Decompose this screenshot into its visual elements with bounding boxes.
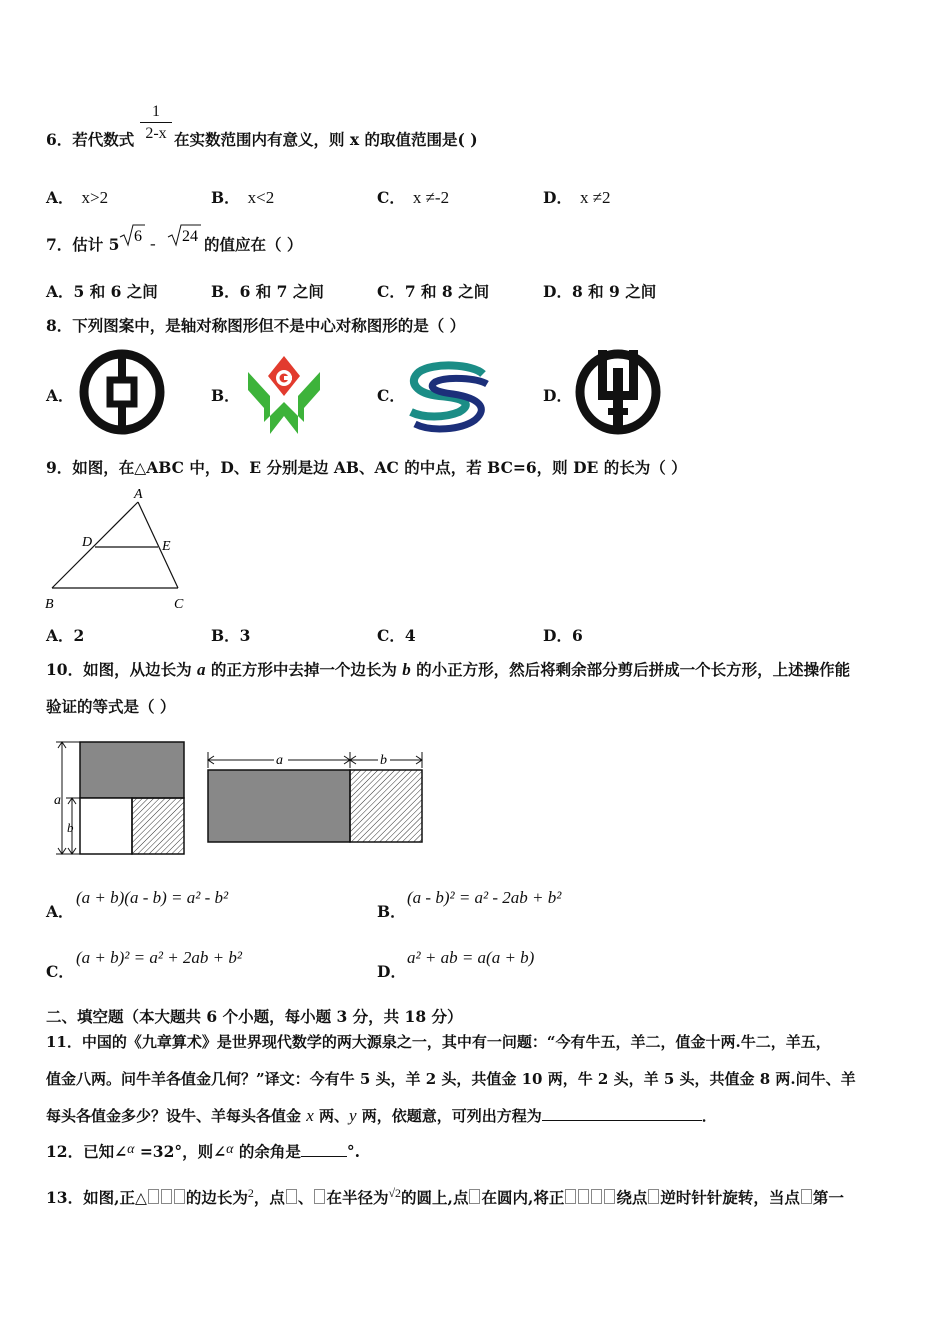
q9-option-c[interactable]: C．4 (377, 626, 416, 645)
q7-option-a[interactable]: A．5 和 6 之间 (46, 282, 158, 301)
q7-option-b[interactable]: B．6 和 7 之间 (211, 282, 324, 301)
q9-label-c: C (174, 597, 184, 612)
q6-prefix: 6．若代数式 (46, 130, 135, 149)
q10-option-b[interactable]: B． (377, 902, 406, 921)
q9-label-b: B (45, 597, 54, 612)
q8-option-d[interactable]: D． (543, 386, 572, 405)
q7-stem: 7．估计 5 (46, 235, 120, 254)
industrial-commercial-bank-logo (572, 346, 664, 438)
q7-radical-2 (166, 222, 202, 248)
q8-option-a[interactable]: A． (46, 386, 74, 405)
q10-line2: 验证的等式是（ ） (46, 697, 176, 716)
q10-fig1-label-b: b (67, 820, 74, 835)
q10-fig1-label-a: a (54, 793, 61, 808)
q10-line1: 10．如图，从边长为 a 的正方形中去掉一个边长为 b 的小正方形，然后将剩余部分剪后拼成一个长方形，上述操作能 (46, 660, 851, 679)
agricultural-bank-logo (240, 352, 328, 436)
q6-stem (46, 128, 134, 150)
q10-fig2-label-b: b (380, 753, 387, 768)
q7-radical-1 (118, 222, 146, 248)
q6-option-d[interactable]: D． x ≠2 (543, 188, 611, 207)
q10-fig2-label-a: a (276, 753, 283, 768)
q7-rad1-text: 6 (134, 228, 142, 245)
q10-option-b-formula: (a - b)² = a² - 2ab + b² (407, 888, 562, 907)
q11-line1: 11．中国的《九章算术》是世界现代数学的两大源泉之一，其中有一问题：“今有牛五，羊二，值金十两.牛二，羊五， (46, 1033, 831, 1051)
q9-option-b[interactable]: B．3 (211, 626, 251, 645)
q9-stem: 9．如图，在△ABC 中，D、E 分别是边 AB、AC 的中点，若 BC=6，则 DE 的长为（ ） (46, 458, 687, 477)
q10-option-c-formula: (a + b)² = a² + 2ab + b² (76, 948, 242, 967)
q9-option-d[interactable]: D．6 (543, 626, 583, 645)
q7-suffix: 的值应在（ ） (204, 235, 303, 254)
q10-square-figure (48, 734, 190, 860)
q7-option-d[interactable]: D．8 和 9 之间 (543, 282, 657, 301)
q9-label-a: A (134, 487, 143, 502)
q8-option-b[interactable]: B． (211, 386, 240, 405)
q10-option-d-formula: a² + ab = a(a + b) (407, 948, 535, 967)
q11-line2: 值金八两。问牛羊各值金几何？”译文：今有牛 5 头，羊 2 头，共值金 10 两，牛 2 头，羊 5 头，共值金 8 两.问牛、羊 (46, 1070, 856, 1088)
q6-fraction (140, 102, 172, 145)
q9-label-d: D (82, 535, 93, 550)
q9-label-e: E (162, 539, 171, 554)
q8-option-c[interactable]: C． (377, 386, 405, 405)
q6-frac-denominator: 2-x (145, 125, 167, 142)
q11-answer-blank[interactable] (542, 1106, 702, 1121)
q6-frac-numerator: 1 (140, 102, 172, 123)
q9-option-a[interactable]: A．2 (46, 626, 85, 645)
q10-rectangle-figure (200, 744, 428, 848)
q6-option-b[interactable]: B． x<2 (211, 188, 275, 207)
q6-suffix: 在实数范围内有意义，则 x 的取值范围是( ) (174, 130, 478, 149)
q10-option-a[interactable]: A． (46, 902, 74, 921)
q11-line3: 每头各值金多少？设牛、羊每头各值金 x 两、y 两，依题意，可列出方程为 ． (46, 1106, 717, 1125)
q6-option-c[interactable]: C． x ≠-2 (377, 188, 450, 207)
q8-stem: 8．下列图案中，是轴对称图形但不是中心对称图形的是（ ） (46, 316, 466, 335)
q7-minus: - (150, 234, 156, 253)
q12-stem: 12．已知∠α =32°，则∠α 的余角是 °. (46, 1142, 361, 1161)
bank-of-china-logo (76, 346, 168, 438)
section-2-title: 二、填空题（本大题共 6 个小题，每小题 3 分，共 18 分） (46, 1007, 463, 1026)
q13-stem: 13．如图,正△ 的边长为$^2$，点 、 在半径为$^{√2}$的圆上,点 在圆内,将正 绕点 逆时针针旋转，当点 第一 (46, 1186, 844, 1207)
q10-option-a-formula: (a + b)(a - b) = a² - b² (76, 888, 229, 907)
q10-option-d[interactable]: D． (377, 962, 406, 981)
q10-option-c[interactable]: C． (46, 962, 74, 981)
q7-rad2-text: 24 (182, 228, 198, 245)
q6-option-a[interactable]: A． x>2 (46, 188, 109, 207)
q7-option-c[interactable]: C．7 和 8 之间 (377, 282, 490, 301)
citic-bank-logo (403, 360, 495, 438)
q12-answer-blank[interactable] (301, 1142, 347, 1157)
q9-triangle-figure (42, 484, 192, 614)
